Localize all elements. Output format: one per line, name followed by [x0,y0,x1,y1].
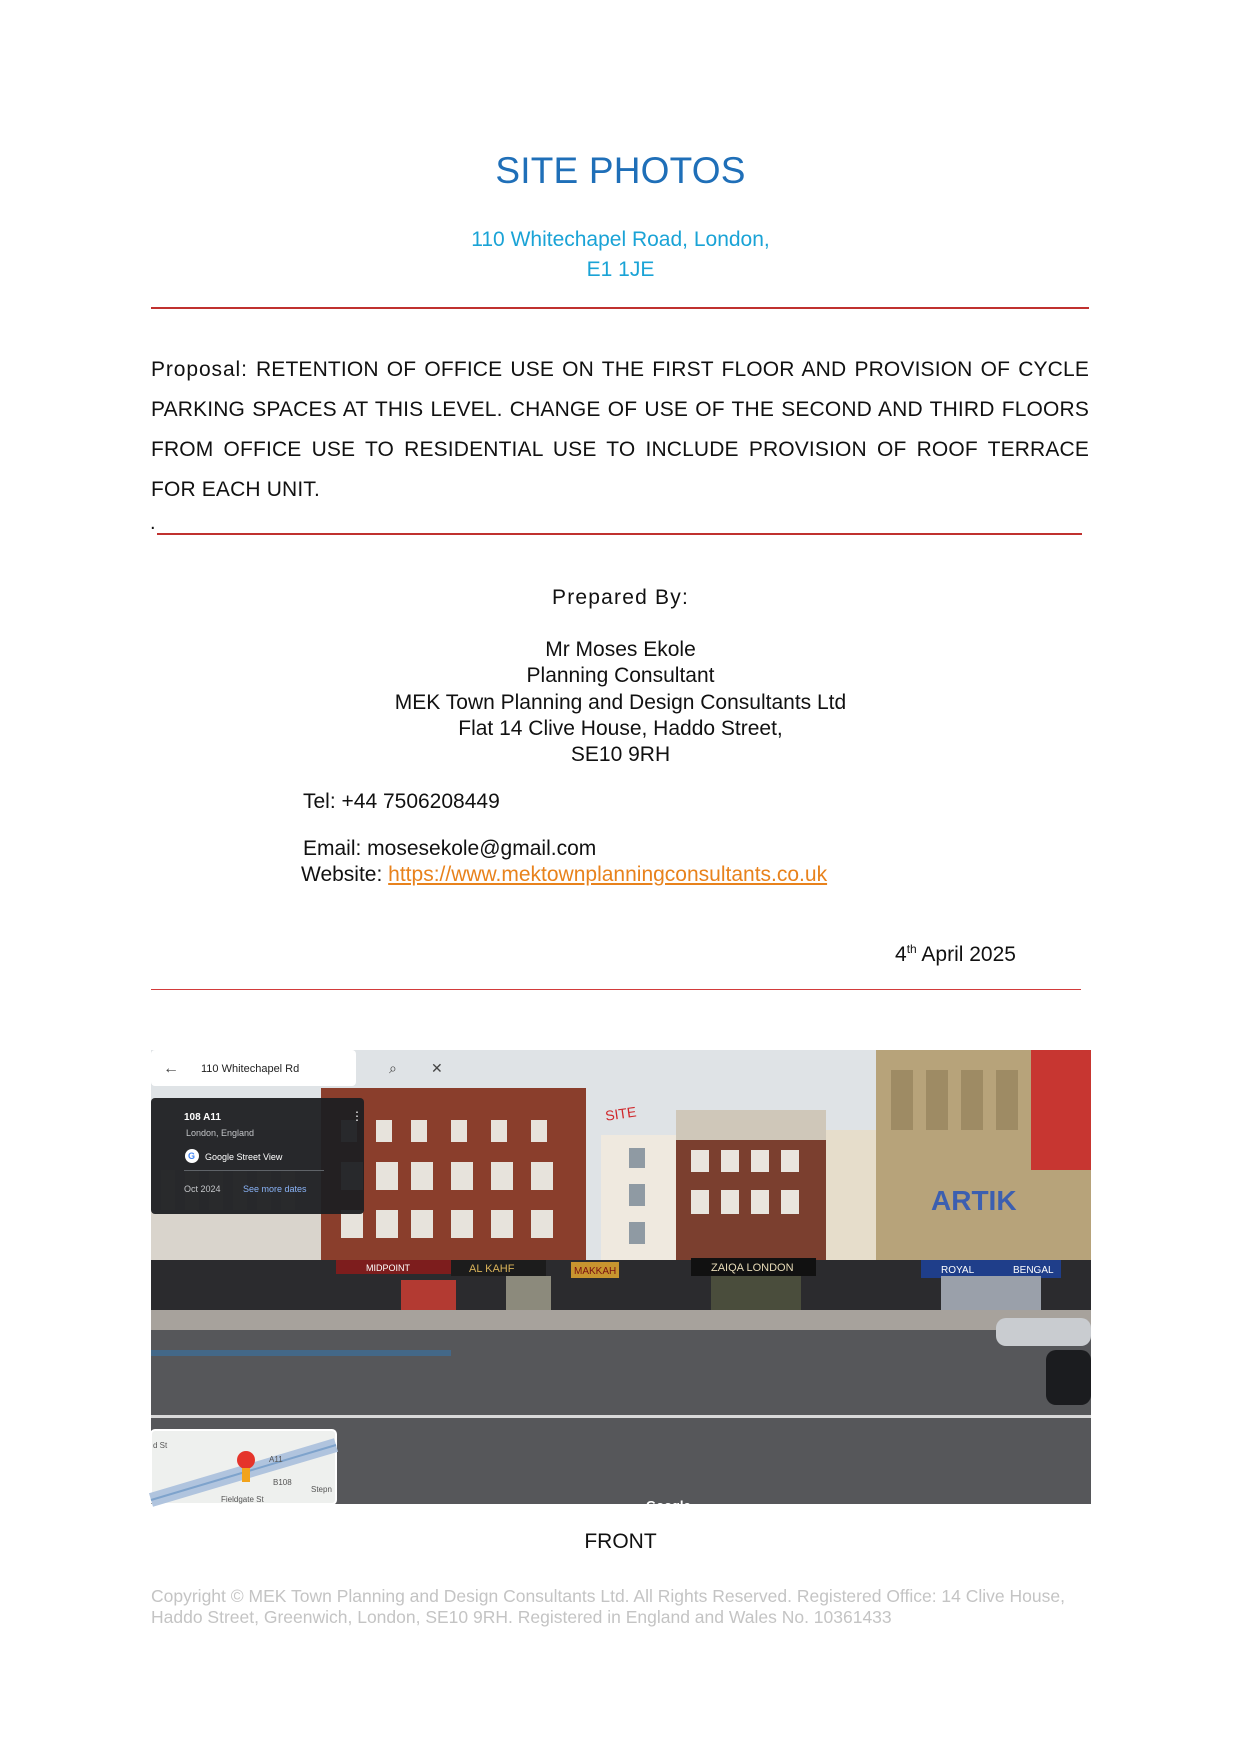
contact-telephone: Tel: +44 7506208449 [303,790,500,813]
street-view-search-input[interactable]: 110 Whitechapel Rd [201,1063,300,1075]
preparer-postcode: SE10 9RH [570,743,671,766]
street-view-photo [151,1050,1091,1513]
close-icon[interactable]: ✕ [431,1060,443,1076]
google-watermark: Google [646,1498,691,1513]
street-view-source: Google Street View [205,1152,283,1162]
page-title: SITE PHOTOS [495,150,746,191]
svg-text:G: G [188,1151,196,1161]
shop-sign-makkah: MAKKAH [574,1266,617,1277]
document-date [895,942,1016,967]
website-link[interactable]: https://www.mektownplanningconsultants.co.uk [388,863,828,886]
map-label-a11: A11 [269,1455,283,1464]
street-view-date: Oct 2024 [184,1184,221,1194]
preparer-name: Mr Moses Ekole [545,638,696,661]
shop-sign-bengal: BENGAL [1013,1265,1054,1276]
contact-website [301,863,827,887]
site-annotation: SITE [604,1103,638,1124]
date-suffix: th [906,942,917,956]
header-divider [151,307,1089,309]
preparer-company: MEK Town Planning and Design Consultants Ltd [394,691,847,714]
proposal-paragraph [151,350,1089,510]
shop-sign-al-kahf: AL KAHF [469,1263,515,1275]
date-divider [151,989,1081,990]
street-view-panel-title: 108 A11 [184,1112,221,1123]
map-pin-icon [237,1451,255,1469]
date-month-year: April 2025 [921,943,1016,966]
shop-sign-midpoint: MIDPOINT [366,1263,410,1273]
shop-sign-zaiqa: ZAIQA LONDON [711,1262,794,1274]
preparer-street: Flat 14 Clive House, Haddo Street, [458,717,783,740]
map-label-d-st: d St [153,1441,168,1450]
proposal-divider [157,533,1082,535]
shop-sign-royal: ROYAL [941,1265,975,1276]
separator-dot: . [150,512,156,534]
see-more-dates-link[interactable]: See more dates [243,1184,307,1194]
map-label-b108: B108 [273,1478,292,1487]
proposal-text: RETENTION OF OFFICE USE ON THE FIRST FLOOR AND PROVISION OF CYCLE PARKING SPACES AT THIS LEVEL. CHANGE OF USE OF THE SECOND AND THIRD FLOORS FROM OFFICE USE TO RESIDENTIAL USE TO INCLUDE PROVISION OF ROOF TERRACE FOR EACH UNIT. [151,358,1089,501]
site-address-line2: E1 1JE [586,258,655,281]
photo-caption: FRONT [584,1530,657,1553]
proposal-label: Proposal: [151,358,248,381]
map-label-stepn: Stepn [311,1485,332,1494]
search-icon[interactable]: ⌕ [389,1060,397,1076]
website-label: Website: [301,863,383,886]
more-options-icon[interactable]: ⋮ [351,1109,363,1123]
site-address-line1: 110 Whitechapel Road, London, [471,228,770,251]
street-view-panel-subtitle: London, England [186,1128,255,1138]
copyright-notice: Copyright © MEK Town Planning and Design Consultants Ltd. All Rights Reserved. Registered Office: 14 Clive House, Haddo Street, Greenwich, London, SE10 9RH. Registered in England and Wales No. 10361433 [151,1586,1065,1627]
prepared-by-heading: Prepared By: [552,586,689,609]
back-arrow-icon[interactable]: ← [163,1060,179,1077]
map-label-fieldgate: Fieldgate St [221,1495,264,1504]
preparer-role: Planning Consultant [526,664,715,687]
date-day: 4 [895,943,907,966]
contact-email: Email: mosesekole@gmail.com [303,837,597,860]
artik-graffiti: ARTIK [931,1185,1017,1216]
